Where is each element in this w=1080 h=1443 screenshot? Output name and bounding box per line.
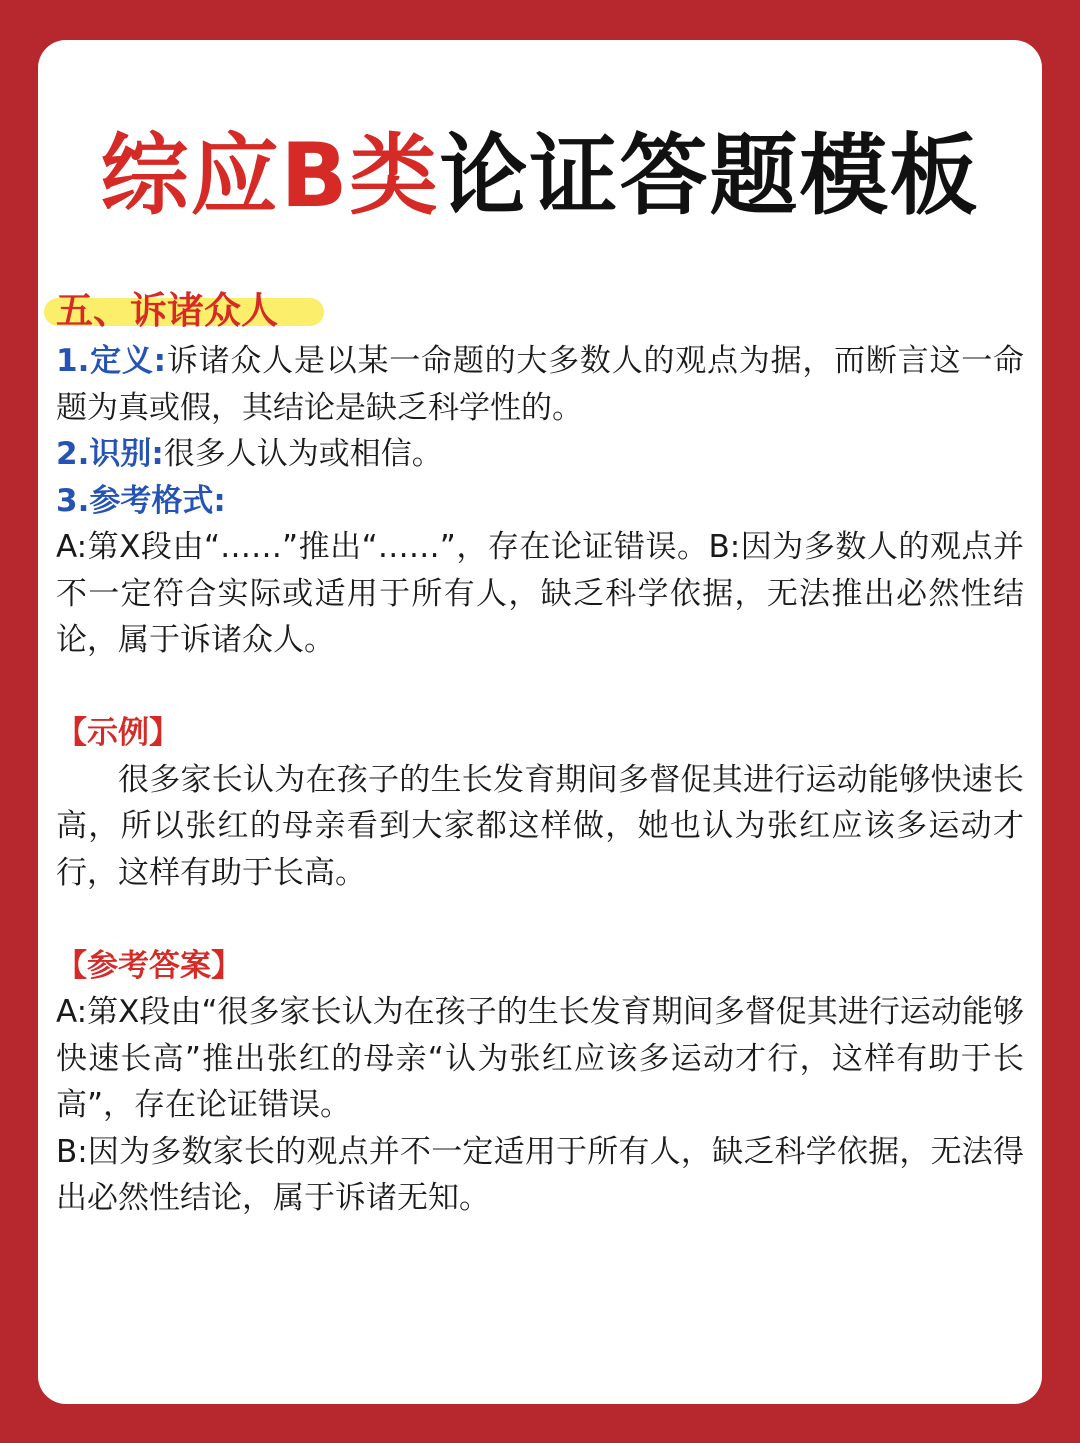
title-part-black: 论证答题模板	[439, 124, 980, 227]
title-part-red: 综应B类	[100, 124, 440, 227]
spacer	[56, 896, 1024, 943]
identify-text: 很多人认为或相信。	[163, 436, 443, 472]
example-paragraph: 很多家长认为在孩子的生长发育期间多督促其进行运动能够快速长高，所以张红的母亲看到大家都这样做，她也认为张红应该多运动才行，这样有助于长高。	[56, 761, 1024, 891]
main-content	[56, 286, 1024, 1222]
format-label-line	[56, 478, 1024, 525]
identify-label: 2.识别:	[56, 436, 164, 472]
section-heading	[52, 286, 318, 336]
example-label-line	[56, 710, 1024, 757]
page-title	[38, 124, 1042, 227]
definition-paragraph	[56, 338, 1024, 431]
spacer	[56, 664, 1024, 711]
identify-paragraph	[56, 431, 1024, 478]
format-label: 3.参考格式:	[56, 482, 226, 519]
format-paragraph: A:第X段由“……”推出“……”，存在论证错误。B:因为多数人的观点并不一定符合实际或适用于所有人，缺乏科学依据，无法推出必然性结论，属于诉诸众人。	[56, 529, 1024, 658]
definition-text: 诉诸众人是以某一命题的大多数人的观点为据，而断言这一命题为真或假，其结论是缺乏科学性的。	[56, 343, 1025, 426]
answer-paragraph-a: A:第X段由“很多家长认为在孩子的生长发育期间多督促其进行运动能够快速长高”推出张红的母亲“认为张红应该多运动才行，这样有助于长高”，存在论证错误。	[56, 994, 1024, 1123]
answer-label: 【参考答案】	[56, 947, 242, 984]
answer-paragraph-b: B:因为多数家长的观点并不一定适用于所有人，缺乏科学依据，无法得出必然性结论，属于诉诸无知。	[56, 1133, 1024, 1216]
content-card	[38, 40, 1042, 1404]
section-heading-text: 五、诉诸众人	[56, 289, 278, 332]
answer-label-line	[56, 943, 1024, 990]
definition-label: 1.定义:	[56, 343, 167, 379]
example-label: 【示例】	[56, 715, 180, 751]
